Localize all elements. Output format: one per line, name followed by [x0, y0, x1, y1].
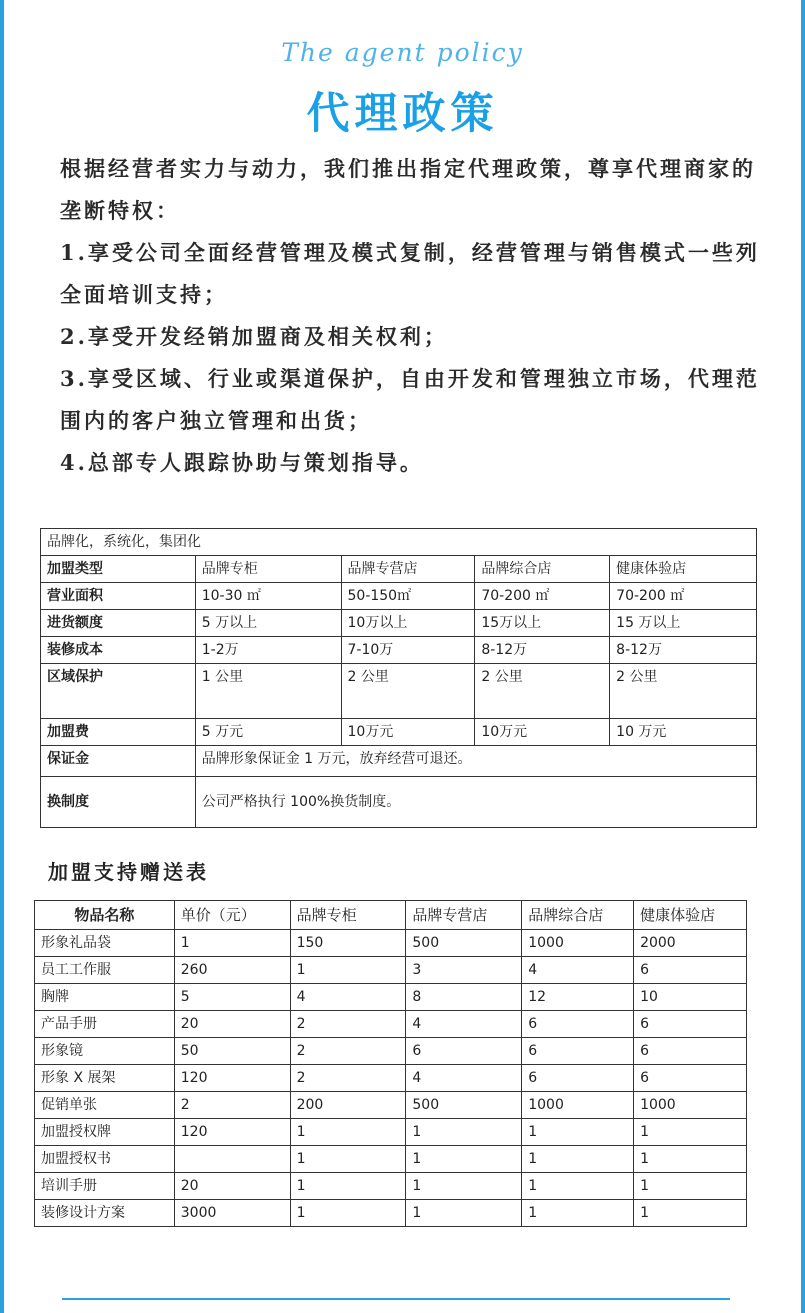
- gift-cell: 1: [290, 1173, 406, 1200]
- policy-caption: 品牌化，系统化，集团化: [41, 529, 757, 556]
- gift-cell: 6: [522, 1011, 634, 1038]
- policy-cell: 10万元: [475, 719, 610, 746]
- policy-cell: 1-2万: [195, 637, 341, 664]
- gift-item-name: 装修设计方案: [35, 1200, 175, 1227]
- gift-cell: 12: [522, 984, 634, 1011]
- gift-cell: 1: [634, 1146, 747, 1173]
- policy-cell: 10万以上: [341, 610, 475, 637]
- gift-cell: 2: [290, 1065, 406, 1092]
- gift-cell: 6: [522, 1065, 634, 1092]
- table-row: [35, 1011, 747, 1038]
- gift-cell: 6: [634, 1011, 747, 1038]
- gift-cell: 6: [406, 1038, 522, 1065]
- gift-table: [34, 900, 747, 1227]
- policy-cell: 8-12万: [610, 637, 757, 664]
- policy-cell: 15 万以上: [610, 610, 757, 637]
- gift-item-name: 产品手册: [35, 1011, 175, 1038]
- table-row: [35, 1200, 747, 1227]
- policy-column-header: 健康体验店: [610, 556, 757, 583]
- gift-item-name: 员工工作服: [35, 957, 175, 984]
- gift-cell: 500: [406, 930, 522, 957]
- gift-cell: 2: [290, 1038, 406, 1065]
- gift-header-column: 品牌专柜: [290, 901, 406, 930]
- intro-item-4: 4.总部专人跟踪协助与策划指导。: [60, 450, 424, 475]
- gift-cell: 20: [174, 1011, 290, 1038]
- intro-item-3: 3.享受区域、行业或渠道保护，自由开发和管理独立市场，代理范围内的客户独立管理和出货；: [60, 366, 760, 433]
- gift-cell: 50: [174, 1038, 290, 1065]
- policy-cell: 8-12万: [475, 637, 610, 664]
- policy-column-header: 品牌专柜: [195, 556, 341, 583]
- gift-item-name: 加盟授权书: [35, 1146, 175, 1173]
- gift-cell: 120: [174, 1065, 290, 1092]
- gift-cell: 1000: [634, 1092, 747, 1119]
- policy-row-label: 营业面积: [41, 583, 196, 610]
- gift-section-title: 加盟支持赠送表: [48, 860, 209, 884]
- gift-cell: 1: [174, 930, 290, 957]
- gift-item-name: 加盟授权牌: [35, 1119, 175, 1146]
- gift-cell: 150: [290, 930, 406, 957]
- gift-item-name: 形象 X 展架: [35, 1065, 175, 1092]
- gift-cell: 1: [406, 1119, 522, 1146]
- policy-cell: 2 公里: [610, 664, 757, 719]
- policy-cell: 70-200 ㎡: [610, 583, 757, 610]
- policy-cell: 5 万元: [195, 719, 341, 746]
- gift-header-column: 品牌专营店: [406, 901, 522, 930]
- gift-cell: 120: [174, 1119, 290, 1146]
- table-row: [35, 1173, 747, 1200]
- gift-cell: 10: [634, 984, 747, 1011]
- gift-cell: 1: [290, 1119, 406, 1146]
- left-border: [0, 0, 4, 1313]
- policy-cell: 5 万以上: [195, 610, 341, 637]
- gift-cell: 3000: [174, 1200, 290, 1227]
- gift-cell: 1: [406, 1146, 522, 1173]
- gift-cell: 1000: [522, 930, 634, 957]
- gift-cell: 1: [522, 1173, 634, 1200]
- policy-cell: 2 公里: [475, 664, 610, 719]
- gift-cell: 20: [174, 1173, 290, 1200]
- gift-cell: 200: [290, 1092, 406, 1119]
- policy-cell: 7-10万: [341, 637, 475, 664]
- policy-cell: 10 万元: [610, 719, 757, 746]
- gift-cell: 1: [290, 957, 406, 984]
- gift-cell: 4: [522, 957, 634, 984]
- gift-cell: 2: [174, 1092, 290, 1119]
- gift-cell: 8: [406, 984, 522, 1011]
- gift-cell: 6: [634, 1038, 747, 1065]
- gift-header-column: 健康体验店: [634, 901, 747, 930]
- policy-row-label: 区域保护: [41, 664, 196, 719]
- gift-cell: 4: [406, 1011, 522, 1038]
- gift-item-name: 形象礼品袋: [35, 930, 175, 957]
- gift-cell: 3: [406, 957, 522, 984]
- table-row: [35, 1092, 747, 1119]
- gift-cell: 6: [522, 1038, 634, 1065]
- policy-cell: 2 公里: [341, 664, 475, 719]
- gift-cell: 1: [522, 1119, 634, 1146]
- exchange-label: 换制度: [41, 777, 196, 828]
- policy-cell: 10-30 ㎡: [195, 583, 341, 610]
- policy-table: [40, 528, 757, 828]
- table-row: [35, 957, 747, 984]
- gift-header-column: 品牌综合店: [522, 901, 634, 930]
- gift-cell: 5: [174, 984, 290, 1011]
- gift-item-name: 胸牌: [35, 984, 175, 1011]
- table-row: [35, 1119, 747, 1146]
- gift-cell: 1: [634, 1119, 747, 1146]
- bottom-divider: [62, 1298, 730, 1300]
- table-row: [35, 930, 747, 957]
- policy-cell: 1 公里: [195, 664, 341, 719]
- intro-text: [60, 148, 760, 484]
- gift-cell: 1000: [522, 1092, 634, 1119]
- exchange-text: 公司严格执行 100%换货制度。: [195, 777, 756, 828]
- deposit-text: 品牌形象保证金 1 万元，放弃经营可退还。: [195, 746, 756, 777]
- gift-cell: 2: [290, 1011, 406, 1038]
- policy-header-label: 加盟类型: [41, 556, 196, 583]
- policy-column-header: 品牌综合店: [475, 556, 610, 583]
- page-subtitle: The agent policy: [281, 38, 524, 67]
- policy-row-label: 装修成本: [41, 637, 196, 664]
- policy-cell: 15万以上: [475, 610, 610, 637]
- gift-header-price: 单价（元）: [174, 901, 290, 930]
- gift-cell: 4: [290, 984, 406, 1011]
- policy-row-label: 进货额度: [41, 610, 196, 637]
- gift-cell: [174, 1146, 290, 1173]
- table-row: [35, 1065, 747, 1092]
- table-row: [35, 1038, 747, 1065]
- gift-cell: 260: [174, 957, 290, 984]
- gift-item-name: 培训手册: [35, 1173, 175, 1200]
- policy-column-header: 品牌专营店: [341, 556, 475, 583]
- gift-cell: 1: [290, 1146, 406, 1173]
- gift-cell: 4: [406, 1065, 522, 1092]
- policy-cell: 10万元: [341, 719, 475, 746]
- gift-cell: 2000: [634, 930, 747, 957]
- gift-cell: 1: [522, 1146, 634, 1173]
- intro-item-1: 1.享受公司全面经营管理及模式复制，经营管理与销售模式一些列全面培训支持；: [60, 240, 760, 307]
- policy-cell: 70-200 ㎡: [475, 583, 610, 610]
- gift-cell: 1: [406, 1200, 522, 1227]
- gift-cell: 1: [634, 1173, 747, 1200]
- gift-item-name: 促销单张: [35, 1092, 175, 1119]
- policy-cell: 50-150㎡: [341, 583, 475, 610]
- gift-item-name: 形象镜: [35, 1038, 175, 1065]
- gift-cell: 1: [406, 1173, 522, 1200]
- gift-header-item: 物品名称: [35, 901, 175, 930]
- table-row: [35, 984, 747, 1011]
- gift-cell: 1: [634, 1200, 747, 1227]
- deposit-label: 保证金: [41, 746, 196, 777]
- intro-item-2: 2.享受开发经销加盟商及相关权利；: [60, 324, 448, 349]
- policy-row-label: 加盟费: [41, 719, 196, 746]
- gift-cell: 1: [290, 1200, 406, 1227]
- gift-cell: 6: [634, 957, 747, 984]
- table-row: [35, 1146, 747, 1173]
- intro-paragraph: 根据经营者实力与动力，我们推出指定代理政策，尊享代理商家的垄断特权：: [60, 156, 756, 223]
- gift-cell: 500: [406, 1092, 522, 1119]
- page-title: 代理政策: [306, 89, 499, 139]
- gift-cell: 1: [522, 1200, 634, 1227]
- gift-cell: 6: [634, 1065, 747, 1092]
- right-border: [801, 0, 805, 1313]
